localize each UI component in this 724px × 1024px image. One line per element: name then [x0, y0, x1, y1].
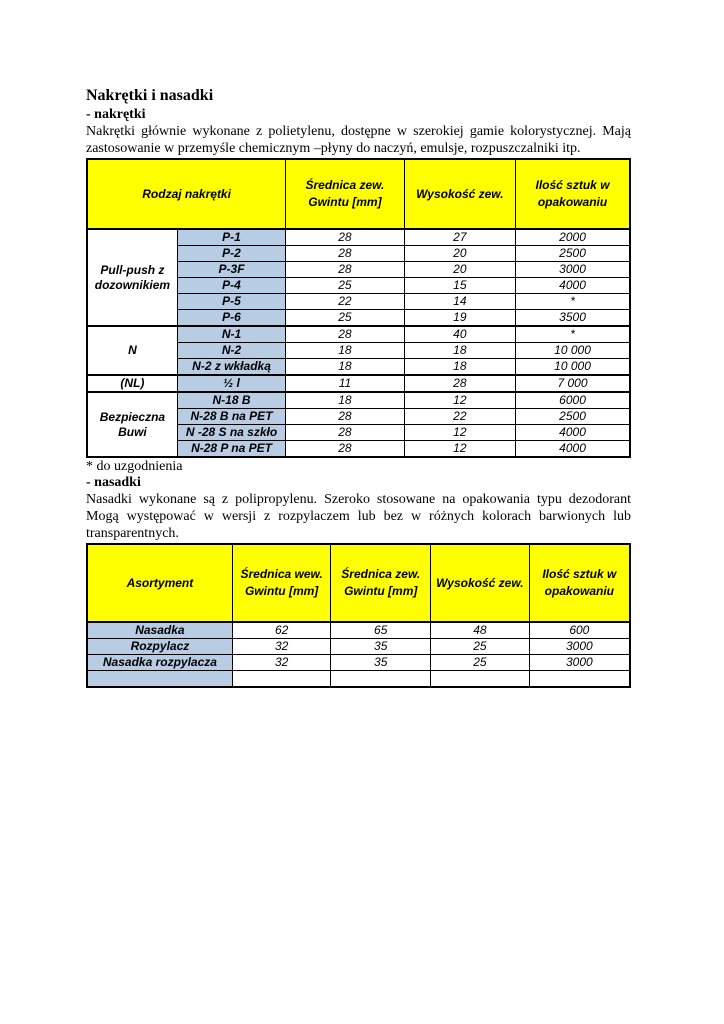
table-cell: 2500 [516, 409, 630, 425]
product-code-cell: N-28 B na PET [177, 409, 285, 425]
table-header-cell: Ilość sztuk w opakowaniu [529, 544, 630, 622]
table-header-row [87, 544, 630, 622]
group-label-cell: N [87, 326, 177, 375]
table-cell: 12 [404, 441, 515, 458]
product-name-cell: Nasadka rozpylacza [87, 655, 232, 671]
group-label-cell: Bezpieczna Buwi [87, 392, 177, 457]
table-header-cell: Średnica wew. Gwintu [mm] [232, 544, 331, 622]
table-cell: 3000 [529, 655, 630, 671]
product-code-cell: P-3F [177, 262, 285, 278]
table-cell: 3000 [516, 262, 630, 278]
section-heading-nasadki: - nasadki [86, 475, 141, 490]
table-header-cell: Wysokość zew. [404, 159, 515, 229]
table-row [87, 326, 630, 343]
table-cell: 14 [404, 294, 515, 310]
table-cell: 27 [404, 229, 515, 246]
table-row [87, 622, 630, 639]
table-cell: 28 [286, 409, 404, 425]
table-cell: 22 [404, 409, 515, 425]
table-cell: 22 [286, 294, 404, 310]
table-cell: 20 [404, 262, 515, 278]
table-cell: 4000 [516, 425, 630, 441]
group-label-cell: (NL) [87, 375, 177, 392]
table-header-cell: Asortyment [87, 544, 232, 622]
table-cell: 28 [286, 326, 404, 343]
table-cell: 10 000 [516, 359, 630, 376]
table-header-cell: Ilość sztuk w opakowaniu [516, 159, 630, 229]
table-cell: 32 [232, 655, 331, 671]
table-cell: 18 [286, 343, 404, 359]
table-cell: 2000 [516, 229, 630, 246]
table-cell: 25 [431, 639, 530, 655]
product-code-cell: P-6 [177, 310, 285, 327]
table-cell: 28 [286, 246, 404, 262]
table-header-cell: Średnica zew. Gwintu [mm] [331, 544, 431, 622]
table-cell [529, 671, 630, 688]
table-header-cell: Wysokość zew. [431, 544, 530, 622]
table-row [87, 229, 630, 246]
table-cell: 28 [404, 375, 515, 392]
table-cell: 6000 [516, 392, 630, 409]
table-cell: 25 [431, 655, 530, 671]
product-code-cell: N -28 S na szkło [177, 425, 285, 441]
product-code-cell: P-1 [177, 229, 285, 246]
table-cell: 18 [404, 343, 515, 359]
table-cell: 28 [286, 262, 404, 278]
table-cell: * [516, 294, 630, 310]
table-cell: 15 [404, 278, 515, 294]
table-cell: 18 [286, 392, 404, 409]
product-name-cell: Rozpylacz [87, 639, 232, 655]
product-code-cell: N-18 B [177, 392, 285, 409]
table-cell: 12 [404, 392, 515, 409]
table-cell: 7 000 [516, 375, 630, 392]
table-cell [232, 671, 331, 688]
table-cell: 25 [286, 310, 404, 327]
product-code-cell: N-2 z wkładką [177, 359, 285, 376]
table-header-row [87, 159, 630, 229]
product-code-cell: P-5 [177, 294, 285, 310]
table-cell: 2500 [516, 246, 630, 262]
group-label-cell: Pull-push z dozownikiem [87, 229, 177, 326]
product-code-cell: N-28 P na PET [177, 441, 285, 458]
product-name-cell [87, 671, 232, 688]
nakretki-table [86, 158, 631, 458]
section-description-nasadki: Nasadki wykonane są z polipropylenu. Szeroko stosowane na opakowania typu dezodorant Mogą występować w wersji z rozpylaczem lub bez w różnych kolorach barwionych lub transparentnych. [86, 492, 631, 541]
table-cell: 11 [286, 375, 404, 392]
page-title: Nakrętki i nasadki [86, 87, 214, 104]
product-code-cell: P-4 [177, 278, 285, 294]
section-heading-nakretki: - nakrętki [86, 107, 146, 122]
table-cell: 18 [286, 359, 404, 376]
table-cell: 4000 [516, 441, 630, 458]
table-cell: 600 [529, 622, 630, 639]
table-cell: 40 [404, 326, 515, 343]
table-row [87, 392, 630, 409]
product-code-cell: N-2 [177, 343, 285, 359]
table-cell: 4000 [516, 278, 630, 294]
table-cell: 48 [431, 622, 530, 639]
table-row [87, 655, 630, 671]
table-cell: 19 [404, 310, 515, 327]
table-cell: 32 [232, 639, 331, 655]
table-row [87, 375, 630, 392]
table-cell: 18 [404, 359, 515, 376]
product-code-cell: N-1 [177, 326, 285, 343]
table-cell [331, 671, 431, 688]
table-cell: 10 000 [516, 343, 630, 359]
table-cell: * [516, 326, 630, 343]
table-cell: 3000 [529, 639, 630, 655]
table-cell: 25 [286, 278, 404, 294]
table-cell: 3500 [516, 310, 630, 327]
table-cell: 28 [286, 425, 404, 441]
table-row [87, 639, 630, 655]
footnote: * do uzgodnienia [86, 459, 183, 474]
table-cell: 12 [404, 425, 515, 441]
table-cell: 35 [331, 655, 431, 671]
table-header-cell: Średnica zew. Gwintu [mm] [286, 159, 404, 229]
section-description-nakretki: Nakrętki głównie wykonane z polietylenu, dostępne w szerokiej gamie kolorystycznej. Mają zastosowanie w przemyśle chemicznym –płyny do naczyń, emulsje, rozpuszczalniki itp. [86, 124, 631, 156]
product-code-cell: ½ l [177, 375, 285, 392]
table-cell: 20 [404, 246, 515, 262]
table-cell: 62 [232, 622, 331, 639]
table-cell: 35 [331, 639, 431, 655]
product-code-cell: P-2 [177, 246, 285, 262]
table-cell: 65 [331, 622, 431, 639]
product-name-cell: Nasadka [87, 622, 232, 639]
table-cell [431, 671, 530, 688]
table-header-cell: Rodzaj nakrętki [87, 159, 286, 229]
table-row [87, 671, 630, 688]
table-cell: 28 [286, 441, 404, 458]
nasadki-table [86, 543, 631, 688]
document-page [86, 86, 631, 688]
table-cell: 28 [286, 229, 404, 246]
